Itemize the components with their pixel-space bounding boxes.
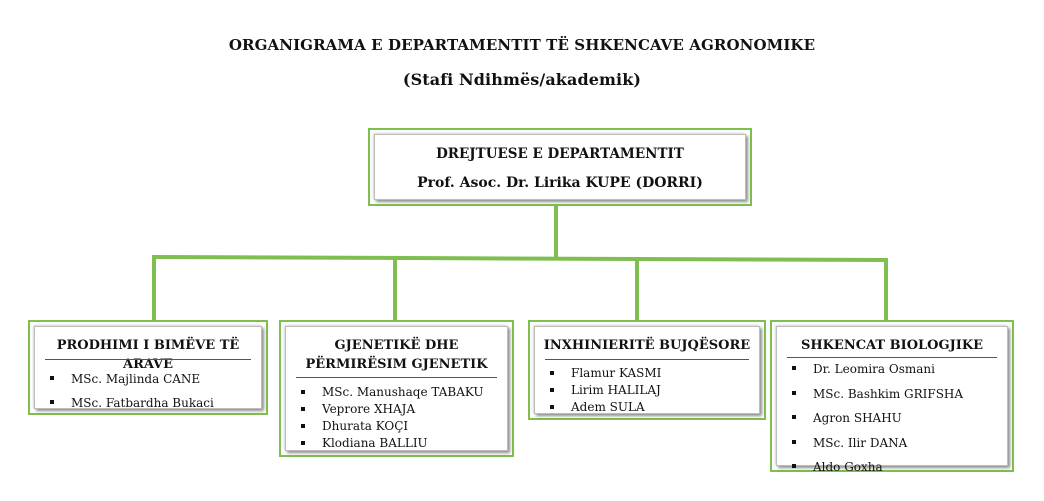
staff-item: MSc. Fatbardha Bukaci: [45, 391, 255, 415]
dept-box-genetics: [279, 320, 514, 457]
dept-divider: [296, 377, 497, 378]
dept-title: INXHINIERITË BUJQËSORE: [543, 338, 751, 353]
dept-divider: [545, 359, 749, 360]
staff-item: Veprore XHAJA: [296, 401, 501, 418]
dept-title: PRODHIMI I BIMËVE TË ARAVE: [56, 338, 240, 372]
staff-item: MSc. Bashkim GRIFSHA: [787, 382, 1001, 407]
chart-subtitle: (Stafi Ndihmës/akademik): [402, 70, 642, 89]
head-role: DREJTUESE E DEPARTAMENTIT: [436, 146, 684, 162]
staff-item: MSc. Majlinda CANE: [45, 367, 255, 391]
department-head-box: [368, 128, 752, 206]
dept-box-agri-engineering: [528, 320, 766, 420]
dept-title: GJENETIKË DHE PËRMIRËSIM GJENETIK: [305, 338, 488, 372]
staff-item: Klodiana BALLIU: [296, 435, 501, 452]
staff-item: MSc. Manushaqe TABAKU: [296, 384, 501, 401]
head-name: Prof. Asoc. Dr. Lirika KUPE (DORRI): [417, 175, 703, 191]
staff-list: [787, 357, 1001, 480]
staff-item: Flamur KASMI: [545, 365, 753, 382]
staff-item: Dr. Leomira Osmani: [787, 357, 1001, 382]
dept-title: SHKENCAT BIOLOGJIKE: [800, 338, 984, 353]
chart-title: ORGANIGRAMA E DEPARTAMENTIT TË SHKENCAVE AGRONOMIKE: [228, 36, 816, 54]
staff-item: Lirim HALILAJ: [545, 382, 753, 399]
connector-horizontal: [154, 257, 886, 260]
staff-list: [545, 365, 753, 416]
staff-list: [296, 384, 501, 452]
dept-box-biological-sciences: [770, 320, 1014, 472]
dept-box-field-crops: [28, 320, 268, 415]
staff-item: Agron SHAHU: [787, 406, 1001, 431]
staff-item: MSc. Ilir DANA: [787, 431, 1001, 456]
staff-item: Aldo Goxha: [787, 455, 1001, 480]
staff-item: Dhurata KOÇI: [296, 418, 501, 435]
staff-item: Adem SULA: [545, 399, 753, 416]
staff-list: [45, 367, 255, 415]
dept-divider: [45, 359, 251, 360]
